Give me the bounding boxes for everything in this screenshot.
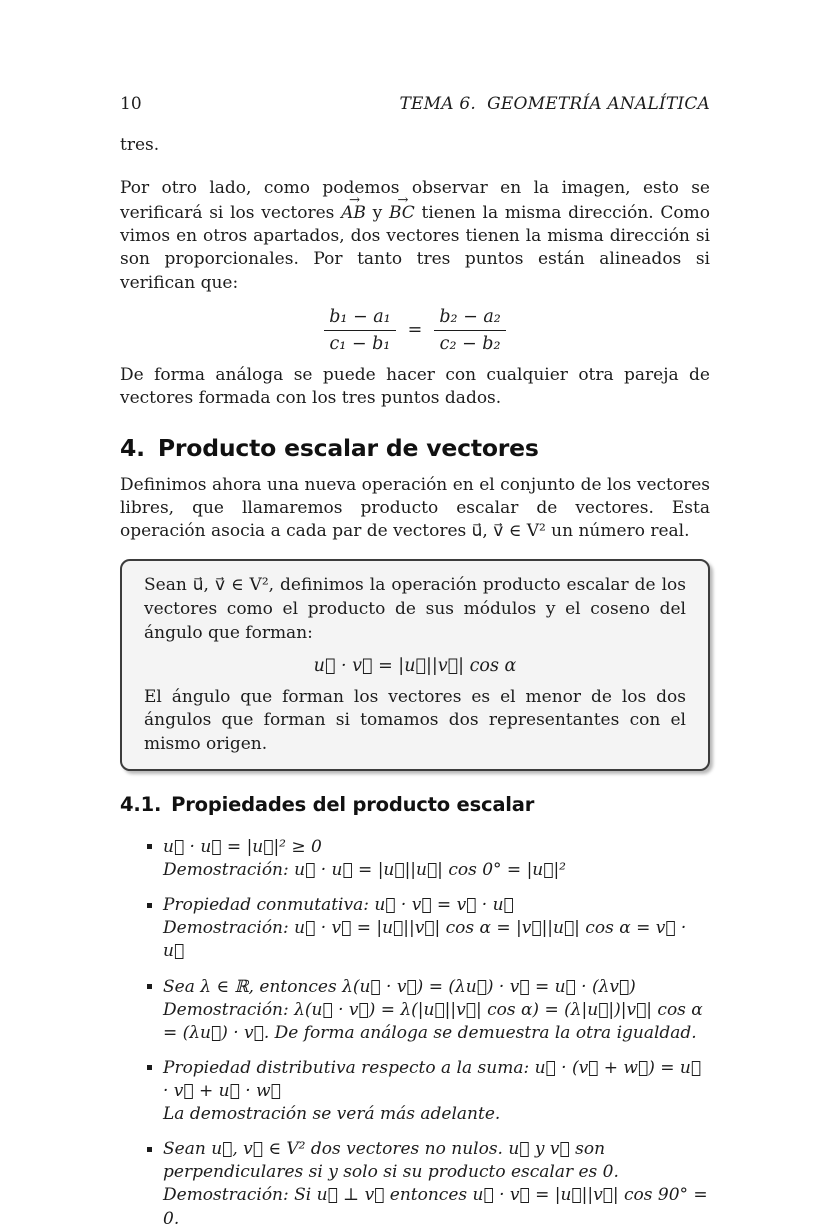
subsection-number: 4.1.: [120, 792, 162, 816]
section-title: Producto escalar de vectores: [157, 433, 539, 462]
section-heading: [120, 434, 710, 462]
property-proof: La demostración se verá más adelante.: [163, 1104, 501, 1125]
page-number: 10: [120, 94, 142, 114]
alignment-paragraph: [120, 177, 710, 295]
definition-text-top: Sean u⃗, v⃗ ∈ V², definimos la operación producto escalar de los vectores como el producto de sus módulos y el coseno del ángulo que forman:: [144, 575, 686, 643]
property-proof: Demostración: u⃗ · u⃗ = |u⃗||u⃗| cos 0° = |u⃗|²: [163, 860, 566, 881]
paragraph-continuation: tres.: [120, 135, 160, 155]
vector-ab: AB →: [341, 202, 366, 225]
paragraph-text: tienen la misma dirección. Como vimos en otros apartados, dos vectores tienen la misma dirección si son proporcionales. Por tanto tres puntos están alineados si verifican que:: [120, 203, 710, 293]
properties-list: [120, 822, 710, 1231]
fraction-denominator: c₁ − b₁: [329, 333, 391, 354]
property-item: [147, 1057, 710, 1126]
subsection-title: Propiedades del producto escalar: [171, 792, 535, 816]
equals-sign: =: [407, 320, 423, 341]
subsection-heading: [120, 793, 710, 816]
property-item: [147, 894, 710, 963]
property-statement: Sean u⃗, v⃗ ∈ V² dos vectores no nulos. u⃗ y v⃗ son perpendiculares si y solo si su producto escalar es 0.: [163, 1139, 619, 1183]
property-statement: Propiedad distributiva respecto a la suma: u⃗ · (v⃗ + w⃗) = u⃗ · v⃗ + u⃗ · w⃗: [163, 1057, 702, 1101]
running-title: TEMA 6. GEOMETRÍA ANALÍTICA: [399, 94, 710, 114]
paragraph-text: y: [365, 203, 389, 224]
fraction-numerator: b₂ − a₂: [434, 307, 505, 331]
fraction-left: [324, 307, 395, 354]
scalar-product-formula: u⃗ · v⃗ = |u⃗||v⃗| cos α: [313, 655, 517, 676]
property-statement: Sea λ ∈ ℝ, entonces λ(u⃗ · v⃗) = (λu⃗) · v⃗ = u⃗ · (λv⃗): [163, 976, 636, 997]
section-intro-paragraph: Definimos ahora una nueva operación en el conjunto de los vectores libres, que llamaremos producto escalar de vectores. Esta operación asocia a cada par de vectores u⃗, v⃗ ∈ V² un número real.: [120, 474, 710, 542]
analog-paragraph: De forma análoga se puede hacer con cualquier otra pareja de vectores formada con los tres puntos dados.: [120, 364, 710, 408]
alignment-condition-equation: [120, 307, 710, 354]
property-proof: Demostración: u⃗ · v⃗ = |u⃗||v⃗| cos α = |v⃗||u⃗| cos α = v⃗ · u⃗: [163, 918, 687, 962]
definition-text-bottom: El ángulo que forman los vectores es el menor de los dos ángulos que forman si tomamos dos representantes con el mismo origen.: [144, 686, 686, 755]
page-header: [120, 94, 710, 114]
definition-box: [120, 559, 710, 771]
property-statement: u⃗ · u⃗ = |u⃗|² ≥ 0: [163, 836, 322, 857]
vector-bc: BC →: [389, 202, 415, 225]
property-proof: Demostración: λ(u⃗ · v⃗) = λ(|u⃗||v⃗| cos α) = (λ|u⃗|)|v⃗| cos α = (λu⃗) · v⃗. De forma análoga se demuestra la otra igualdad.: [163, 999, 703, 1043]
property-proof: Demostración: Si u⃗ ⊥ v⃗ entonces u⃗ · v⃗ = |u⃗||v⃗| cos 90° = 0.: [163, 1185, 708, 1229]
fraction-denominator: c₂ − b₂: [439, 333, 501, 354]
property-statement: Propiedad conmutativa: u⃗ · v⃗ = v⃗ · u⃗: [163, 895, 514, 916]
property-item: [147, 1138, 710, 1230]
section-number: 4.: [120, 433, 145, 462]
property-item: [147, 976, 710, 1045]
paragraph-text: Por otro lado, como podemos observar en la imagen, esto se verificará si los vectores: [120, 178, 710, 224]
fraction-numerator: b₁ − a₁: [324, 307, 395, 331]
property-item: [147, 836, 710, 882]
fraction-right: [434, 307, 505, 354]
